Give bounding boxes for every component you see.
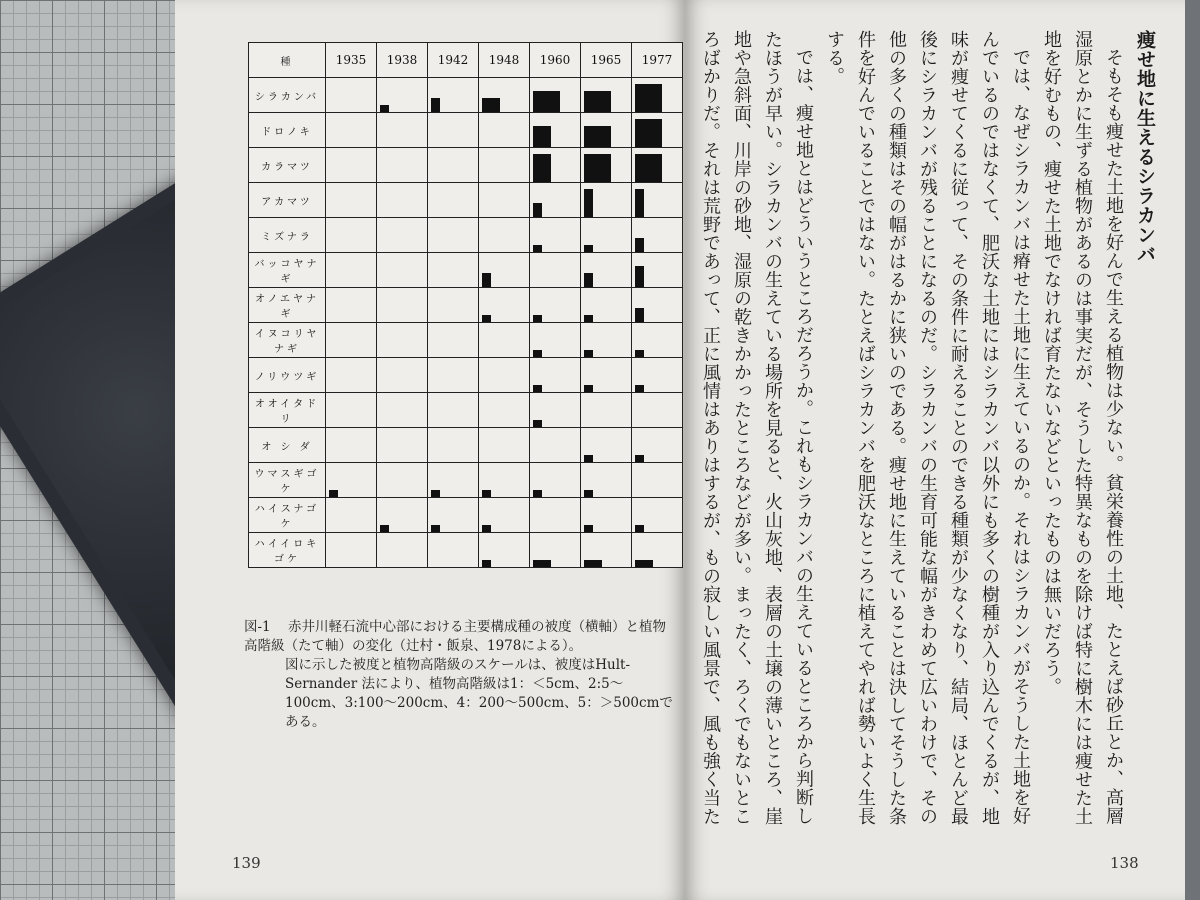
cover-height-cell [530,218,581,253]
table-row [249,288,683,323]
cover-height-cell [632,288,683,323]
table-row [249,183,683,218]
cover-height-cell [326,78,377,113]
paragraph-2: では、なぜシラカンバは瘠せた土地に生えているのか。それはシラカンバがそうした土地を好んでいるのではなくて、肥沃な土地にはシラカンバ以外にも多くの樹種が入り込んでくるが、地味が痩せてくるに従って、その条件に耐えることのできる種類が少なくなり、結局、ほとんど最後にシラカンバが残ることになるのだ。シラカンバの生育可能な幅がきわめて広いわけで、その他の多くの種類はその幅がはるかに狭いのである。痩せ地に生えていることは決してそうした条件を好んでいることではない。たとえばシラカンバを肥沃なところに植えてやれば勢いよく生長する。 [824,30,1031,826]
cover-height-bar [584,490,593,497]
table-body [249,78,683,568]
year-header: 1942 [428,43,479,78]
cover-height-cell [326,498,377,533]
cover-height-cell [530,148,581,183]
cover-height-cell [377,323,428,358]
cover-height-bar [635,385,644,392]
cover-height-cell [581,358,632,393]
year-header: 1938 [377,43,428,78]
cover-height-bar [533,420,542,427]
cover-height-bar [533,126,551,147]
cover-height-bar [482,273,491,287]
species-name: オノエヤナギ [249,288,326,323]
cover-height-cell [428,498,479,533]
cover-height-bar [533,385,542,392]
right-page-body [700,30,1160,840]
cover-height-cell [326,358,377,393]
cover-height-cell [428,463,479,498]
cover-height-cell [479,288,530,323]
cover-height-cell [479,463,530,498]
year-header: 1960 [530,43,581,78]
cover-height-cell [377,218,428,253]
cover-height-cell [428,218,479,253]
species-column-header: 種 [249,43,326,78]
cover-height-cell [530,358,581,393]
table-row [249,463,683,498]
cover-height-bar [533,560,551,567]
cover-height-bar [584,126,611,147]
cover-height-cell [479,393,530,428]
cover-height-cell [326,218,377,253]
cover-height-cell [581,288,632,323]
species-name: オオイタドリ [249,393,326,428]
cover-height-bar [584,245,593,252]
species-name: アカマツ [249,183,326,218]
cover-height-cell [479,323,530,358]
cover-height-cell [581,323,632,358]
cover-height-cell [377,428,428,463]
cover-height-bar [482,98,500,112]
cover-height-cell [530,183,581,218]
cover-height-bar [635,154,662,182]
background-edge [1185,0,1200,900]
table-row [249,498,683,533]
cover-height-bar [533,490,542,497]
year-header: 1948 [479,43,530,78]
species-name: ウマスギゴケ [249,463,326,498]
cover-height-cell [326,533,377,568]
species-name: ハイイロキゴケ [249,533,326,568]
table-row [249,533,683,568]
cover-height-bar [635,525,644,532]
cover-height-bar [635,189,644,217]
cover-height-cell [632,78,683,113]
cover-height-cell [377,113,428,148]
cover-height-cell [428,253,479,288]
cover-height-bar [533,350,542,357]
table-row [249,148,683,183]
cover-height-bar [533,245,542,252]
cover-height-bar [533,315,542,322]
page-number-right: 138 [1110,854,1139,872]
cover-height-cell [428,428,479,463]
cover-height-bar [635,119,662,147]
cover-height-cell [581,183,632,218]
species-name: ノリウツギ [249,358,326,393]
cover-height-cell [377,463,428,498]
cover-height-cell [377,498,428,533]
cover-height-cell [530,288,581,323]
cover-height-bar [584,560,602,567]
cover-height-cell [632,218,683,253]
cover-height-cell [581,393,632,428]
page-number-left: 139 [232,854,261,872]
cover-height-cell [326,393,377,428]
cover-height-bar [482,315,491,322]
cover-height-cell [530,428,581,463]
cover-height-cell [326,288,377,323]
cover-height-cell [530,113,581,148]
cover-height-cell [632,393,683,428]
cover-height-cell [479,253,530,288]
cover-height-cell [326,148,377,183]
species-name: イヌコリヤナギ [249,323,326,358]
cover-height-bar [584,525,593,532]
cover-height-cell [428,148,479,183]
cover-height-cell [632,323,683,358]
paragraph-1: そもそも痩せた土地を好んで生える植物は少ない。貧栄養性の土地、たとえば砂丘とか、高層湿原とかに生ずる植物があるのは事実だが、そうした特異なものを除けば特に樹木には痩せた土地を好むもの、痩せた土地でなければ育たないなどといったものは無いだろう。 [1041,30,1124,826]
cover-height-cell [428,78,479,113]
cover-height-bar [584,154,611,182]
section-heading: 痩せ地に生えるシラカンバ [1134,30,1156,264]
cover-height-cell [581,533,632,568]
cover-height-bar [635,266,644,287]
cover-height-cell [530,78,581,113]
cover-height-cell [632,183,683,218]
figure-caption [244,618,674,656]
cover-height-cell [377,183,428,218]
cover-height-cell [428,533,479,568]
cover-height-cell [581,78,632,113]
cover-height-cell [632,533,683,568]
cover-height-bar [380,105,389,112]
cover-height-bar [635,560,653,567]
cover-height-cell [479,358,530,393]
cover-height-cell [479,428,530,463]
cover-height-cell [377,358,428,393]
cover-height-cell [479,498,530,533]
year-header: 1965 [581,43,632,78]
cover-height-cell [326,428,377,463]
cover-height-cell [377,533,428,568]
cover-height-cell [377,148,428,183]
cover-height-cell [377,78,428,113]
cover-height-cell [479,148,530,183]
cover-height-bar [533,154,551,182]
cover-height-cell [326,323,377,358]
cover-height-cell [428,393,479,428]
cover-height-bar [584,273,593,287]
cover-height-cell [479,533,530,568]
cover-height-bar [635,455,644,462]
vegetation-change-table [248,42,683,568]
table-row [249,253,683,288]
table-row [249,78,683,113]
scale-note: 図に示した被度と植物高階級のスケールは、被度はHult-Sernander 法により、植物高階級は1：＜5cm、2:5〜100cm、3:100〜200cm、4：200〜500cm、5：＞500cmである。 [285,657,673,730]
cover-height-cell [530,393,581,428]
cover-height-cell [479,183,530,218]
cover-height-bar [635,308,644,322]
cover-height-cell [326,253,377,288]
cover-height-cell [326,183,377,218]
cover-height-cell [326,113,377,148]
cover-height-cell [428,183,479,218]
cover-height-bar [380,525,389,532]
cover-height-cell [581,148,632,183]
cover-height-cell [377,288,428,323]
cover-height-cell [479,113,530,148]
cover-height-cell [530,498,581,533]
cover-height-cell [581,218,632,253]
table-row [249,428,683,463]
cover-height-cell [581,253,632,288]
cover-height-bar [584,455,593,462]
table-header-row [249,43,683,78]
cover-height-cell [428,113,479,148]
figure-number: 図-1 [244,619,271,635]
cover-height-bar [533,91,560,112]
cover-height-bar [584,189,593,217]
cover-height-bar [482,525,491,532]
cover-height-cell [377,393,428,428]
caption-text: 赤井川軽石流中心部における主要構成種の被度（横軸）と植物高階級（たて軸）の変化（辻村・飯泉、1978による）。 [244,619,666,654]
cover-height-cell [632,428,683,463]
cover-height-bar [482,490,491,497]
cover-height-cell [581,428,632,463]
table-row [249,358,683,393]
species-name: カラマツ [249,148,326,183]
cover-height-bar [584,91,611,112]
cover-height-cell [581,463,632,498]
cover-height-bar [635,350,644,357]
cover-height-cell [581,498,632,533]
cover-height-cell [632,148,683,183]
species-name: ドロノキ [249,113,326,148]
cover-height-cell [326,463,377,498]
cover-height-bar [584,385,593,392]
cover-height-cell [530,323,581,358]
cover-height-bar [533,203,542,217]
cover-height-cell [632,498,683,533]
cover-height-bar [635,238,644,252]
cover-height-cell [632,463,683,498]
species-name: ハイスナゴケ [249,498,326,533]
table-row [249,393,683,428]
cover-height-bar [584,350,593,357]
cover-height-bar [431,525,440,532]
cover-height-cell [479,78,530,113]
cover-height-cell [479,218,530,253]
cover-height-cell [581,113,632,148]
cover-height-bar [431,98,440,112]
cover-height-cell [428,358,479,393]
year-header: 1977 [632,43,683,78]
species-name: シラカンバ [249,78,326,113]
species-name: バッコヤナギ [249,253,326,288]
table-row [249,218,683,253]
cover-height-bar [635,84,662,112]
cover-height-cell [632,113,683,148]
table-row [249,323,683,358]
cover-height-cell [428,323,479,358]
cover-height-bar [482,560,491,567]
cover-height-cell [530,253,581,288]
cover-height-cell [530,533,581,568]
cover-height-cell [632,253,683,288]
cover-height-bar [584,315,593,322]
species-name: ミズナラ [249,218,326,253]
year-header: 1935 [326,43,377,78]
cover-height-cell [377,253,428,288]
species-name: オ シ ダ [249,428,326,463]
cover-height-bar [329,490,338,497]
cover-height-cell [428,288,479,323]
cover-height-cell [632,358,683,393]
cover-height-cell [530,463,581,498]
cover-height-bar [431,490,440,497]
table-row [249,113,683,148]
paragraph-3: では、痩せ地とはどういうところだろうか。これもシラカンバの生えているところから判断したほうが早い。シラカンバの生えている場所を見ると、火山灰地、表層の土壌の薄いところ、崖地や急斜面、川岸の砂地、湿原の乾きかかったところなどが多い。まったく、ろくでもないところばかりだ。それは荒野であって、正に風情はありはするが、もの寂しい風景で、風も強く当た [700,30,814,826]
